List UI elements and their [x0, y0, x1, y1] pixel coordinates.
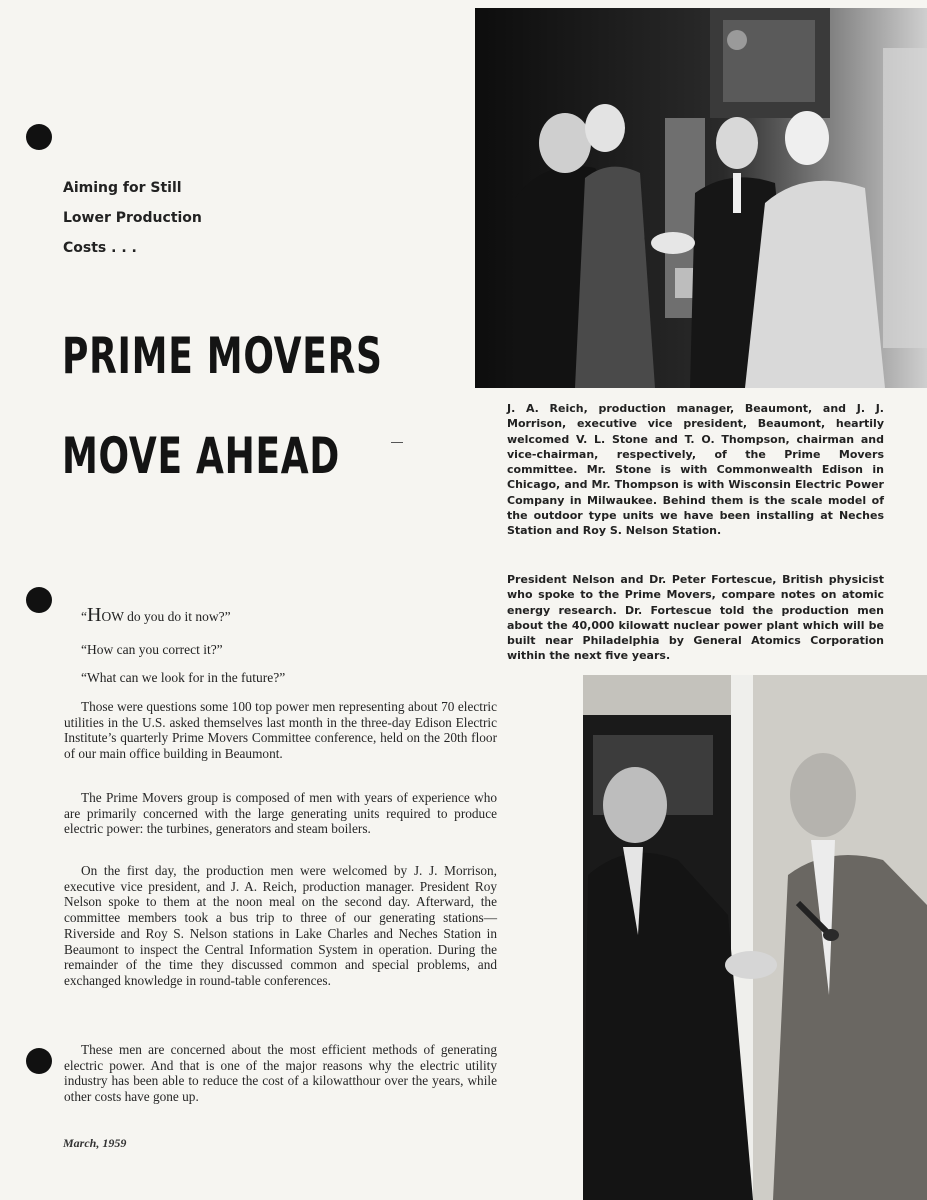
opening-quote-1: [81, 604, 231, 627]
body-paragraph: Those were questions some 100 top power men representing about 70 electric utilities in the U.S. asked themselves last month in the three-day Edison Electric Institute’s quarterly Prime Movers Committee conference, held on the 20th floor of our main office building in Beaumont.: [64, 699, 497, 762]
photo-caption-bottom: President Nelson and Dr. Peter Fortescue, British physicist who spoke to the Prime Movers, compare notes on atomic energy research. Dr. Fortescue told the production men about the 40,000 kilowatt nuclear power plant which will be built near Philadelphia by General Atomics Corporation within the next five years.: [507, 573, 884, 663]
binder-hole-bottom: [26, 1048, 52, 1074]
handshake-photo-top: [475, 8, 927, 388]
body-paragraph: On the first day, the production men were welcomed by J. J. Morrison, executive vice president, and J. A. Reich, production manager. President Roy Nelson spoke to them at the noon meal on the second day. Afterward, the committee members took a bus trip to three of our generating stations—Riverside and Roy S. Nelson stations in Lake Charles and Neches Station in Beaumont to inspect the Central Information System in operation. During the remainder of the time they discussed common and special problems, and exchanged knowledge in round-table conferences.: [64, 863, 497, 988]
opening-quote-2: “How can you correct it?”: [81, 642, 223, 657]
title-line: PRIME MOVERS: [62, 327, 383, 385]
kicker-line: Aiming for Still: [63, 180, 182, 196]
kicker-line: Costs . . .: [63, 240, 137, 256]
title-line: MOVE AHEAD: [62, 427, 340, 485]
opening-quote-3: “What can we look for in the future?”: [81, 670, 286, 685]
binder-hole-top: [26, 124, 52, 150]
body-paragraph: The Prime Movers group is composed of men with years of experience who are primarily concerned with the large generating units required to produce electric power: the turbines, generators and steam boilers.: [64, 790, 497, 837]
stray-mark: [391, 442, 403, 443]
drop-initial: H: [87, 604, 102, 626]
kicker-line: Lower Production: [63, 210, 202, 226]
kicker: [63, 173, 303, 263]
issue-date: March, 1959: [63, 1136, 127, 1150]
photo-caption-top: J. A. Reich, production manager, Beaumont, and J. J. Morrison, executive vice president, Beaumont, heartily welcomed V. L. Stone and T. O. Thompson, chairman and vice-chairman, respectively, of the Prime Movers committee. Mr. Stone is with Commonwealth Edison in Chicago, and Mr. Thompson is with Wisconsin Electric Power Company in Milwaukee. Behind them is the scale model of the outdoor type units we have been installing at Neches Station and Roy S. Nelson Station.: [507, 402, 884, 538]
body-paragraph: These men are concerned about the most efficient methods of generating electric power. And that is one of the major reasons why the electric utility industry has been able to reduce the cost of a kilowatthour over the years, while other costs have gone up.: [64, 1042, 497, 1105]
quote-open-mark: “: [81, 609, 87, 624]
quote-text: OW do you do it now?”: [101, 609, 231, 624]
binder-hole-middle: [26, 587, 52, 613]
handshake-photo-bottom: [583, 675, 927, 1200]
page-title: [62, 306, 383, 506]
